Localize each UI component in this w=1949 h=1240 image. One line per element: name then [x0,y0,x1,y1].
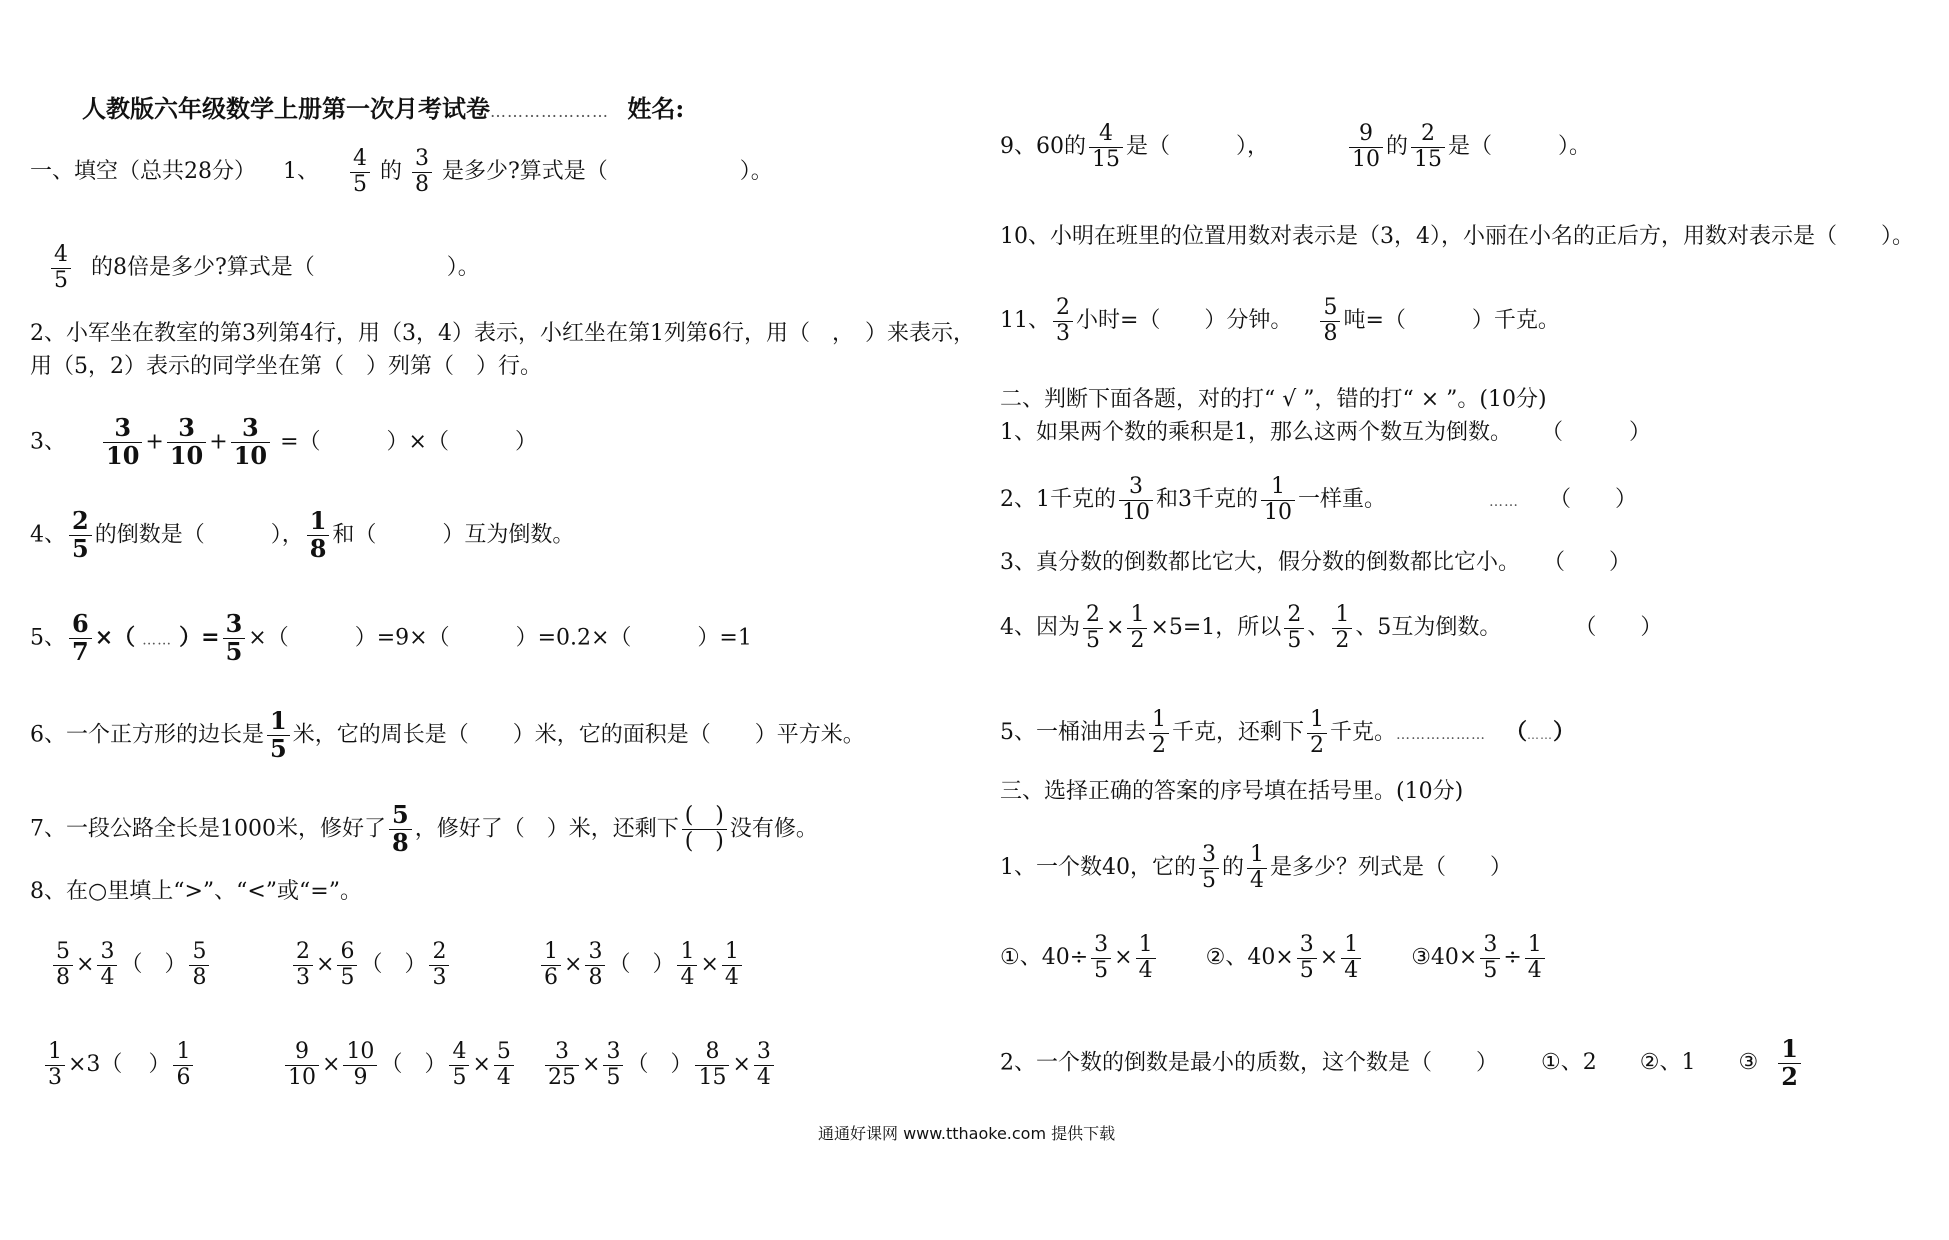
q5-text: ×（ [94,624,136,651]
text-span: 千克。 [1330,720,1397,746]
judge-item-4: 4、因为 $\frac{2}{5}$ × $\frac{1}{2}$ ×5=1，所以 $\frac{2}{5}$ 、 $\frac{1}{2}$ 、5互为倒数。 （ ） [1000,602,1663,653]
fraction-part: 6 [69,611,92,639]
fraction-part: 3 [1091,933,1111,959]
q7-text: 没有修。 [729,816,818,842]
fraction-part: 25 [548,1064,576,1090]
fraction-part: 4 [1250,867,1265,893]
q3-number: 3、 [30,429,66,455]
compare-item [290,940,452,990]
q9-text: 是（ ）。 [1448,134,1592,160]
fraction-part: ( ) [682,804,727,830]
option-2: ②、40× [1205,945,1294,971]
compare-item [542,1040,777,1090]
text-span: 2、一个数的倒数是最小的质数，这个数是（ ） [1000,1050,1498,1076]
fraction-part: 10 [343,1040,377,1066]
fraction-part: 8 [192,964,207,990]
fraction [677,940,697,990]
judge-item-3 [1000,552,1631,574]
fraction-part: 5 [606,1064,621,1090]
fraction-part: 3 [585,940,605,966]
q10-text: 10、小明在班里的位置用数对表示是（3，4），小丽在小名的正后方，用数对表示是（ ）。 [1000,224,1914,249]
fraction [585,940,605,990]
text-span: ÷ [1503,945,1522,971]
judge-item-2 [1000,475,1637,525]
fraction-part: 3 [1297,933,1317,959]
fraction-part: 3 [1056,320,1070,346]
q11-text: 吨=（ ）千克。 [1343,308,1560,334]
q5-text: ×（ ）=9×（ ）=0.2×（ ）=1 [248,625,752,651]
fraction-part: 3 [223,611,246,639]
fraction [1149,708,1169,758]
text-span: × [1319,945,1339,971]
q5-row [30,611,752,666]
fraction [754,1040,774,1090]
fraction-part: 8 [309,533,327,563]
compare-blank: （ ） [120,952,187,978]
q1-number: 1、 [283,159,319,185]
answer-blank: （ ） [1552,420,1652,445]
fraction [1297,933,1317,983]
fraction [1341,933,1361,983]
fraction [412,147,432,197]
fraction-part: ( ) [684,828,724,854]
text-span: 4、因为 [1000,615,1080,641]
q8-heading: 8、在○里填上“>”、“<”或“=”。 [30,879,362,904]
fraction [603,1040,623,1090]
compare-blank: （ ） [608,952,675,978]
fraction-part: 9 [1349,122,1383,148]
fraction-part: 5 [1287,627,1302,653]
text-span: ……………… [1396,727,1487,744]
title-dots: ………………… [490,102,609,121]
fraction [1089,122,1123,172]
fraction-part: 4 [496,1064,511,1090]
fraction [1411,122,1445,172]
fraction [541,940,561,990]
choice-item-1 [1000,843,1512,893]
fraction-part: 1 [1307,708,1327,734]
fraction-part: 8 [392,827,409,857]
fraction-part: 3 [231,415,270,443]
fraction-part: 3 [103,415,142,443]
fraction-part: 5 [389,802,412,830]
fraction-part: 3 [1480,933,1500,959]
q4-number: 4、 [30,522,66,548]
fraction-part: 1 [1341,933,1361,959]
text-span: ×3（ [68,1052,123,1078]
fraction [69,508,92,563]
fraction [722,940,742,990]
q7-text: ，修好了（ ）米，还剩下 [414,816,679,842]
fraction [189,940,209,990]
choice-item-2 [1000,1036,1804,1091]
fraction-part: 3 [97,940,117,966]
fraction-part: 1 [541,940,561,966]
fraction [1261,475,1295,525]
fraction-part: 1 [677,940,697,966]
q6-row [30,708,865,763]
fraction [1525,933,1545,983]
q1-question: 是多少?算式是（ ）。 [442,159,773,185]
option-2: ②、1 [1639,1050,1696,1076]
fraction-part: 5 [340,964,355,990]
option-1: ①、40÷ [1000,945,1089,971]
section1-heading: 一、填空（总共28分） [30,159,256,185]
fraction-part: 7 [72,636,89,666]
fraction-part: 4 [1527,957,1542,983]
fill-in-section [30,147,773,197]
fraction-part: 3 [167,415,206,443]
fraction-part: 1 [307,508,330,536]
text-span: 1、如果两个数的乘积是1，那么这两个数互为倒数。 [1000,420,1512,445]
q4-text: 的倒数是（ ）， [94,522,304,548]
fraction [389,802,412,857]
answer-blank: （ ） [1554,550,1632,575]
exam-title-row [82,94,685,123]
fraction [337,940,357,990]
fraction-part: 1 [1127,603,1147,629]
page-footer: 通通好课网 www.tthaoke.com 提供下载 [818,1124,1116,1143]
text-span: 千克，还剩下 [1172,720,1305,746]
fraction-part: 4 [724,964,739,990]
fraction-part: 3 [545,1040,579,1066]
fraction-part: 10 [106,440,140,470]
q1b-question: 的8倍是多少?算式是（ ）。 [91,255,480,281]
text-span: 一样重。 [1298,487,1387,513]
fraction-part: 15 [1414,146,1443,172]
fraction-part: 5 [189,940,209,966]
text-span: ） [148,1052,171,1078]
fraction [1083,603,1103,653]
q5-text: ）= [179,624,220,651]
q5-number: 5、 [30,625,66,651]
fraction-part: 8 [56,964,70,990]
fraction-part: 4 [756,1064,771,1090]
exam-title: 人教版六年级数学上册第一次月考试卷 [82,94,490,123]
fraction-part: 4 [680,964,695,990]
judge-item-1 [1000,422,1651,444]
fraction [695,1040,729,1090]
q3-row: 3、 $\frac{3}{10}$ + $\frac{3}{10}$ + $\frac{3}{10}$ =（ ）×（ ） [30,413,537,470]
fraction-part: 2 [1083,603,1103,629]
fraction-part: 6 [544,964,558,990]
text-span: 和3千克的 [1156,487,1258,513]
q9-text: 是（ ）， [1126,134,1270,160]
q1b-row [48,243,480,293]
fraction [1332,603,1352,653]
q4-row [30,508,574,563]
choice-options-1 [1000,933,1548,983]
q2-line2: 用（5，2）表示的同学坐在第（ ）列第（ ）行。 [30,354,542,379]
fraction-part: 2 [1310,732,1325,758]
fraction-part: 9 [285,1040,319,1066]
fraction-part: 1 [1261,475,1295,501]
fraction-part: 4 [51,243,71,269]
fraction-part: 8 [1323,320,1338,346]
text-span: × [564,952,583,978]
fraction-part: 10 [1264,499,1292,525]
q11-number: 11、 [1000,308,1050,334]
fraction [293,940,313,990]
text-span: × [700,952,719,978]
q5-dots: …… [142,632,173,649]
fraction-part: 1 [1149,708,1169,734]
fraction-part: 10 [233,440,268,470]
name-label: 姓名: [627,94,685,123]
fraction [494,1040,514,1090]
fraction-part: 2 [1335,627,1350,653]
fraction [1284,603,1304,653]
fraction-part: 10 [1352,146,1381,172]
answer-blank: （ ） [1549,487,1638,513]
fraction-part: 10 [288,1064,316,1090]
compare-item [538,940,745,990]
fraction-part: 2 [1411,122,1445,148]
text-span: × [1114,945,1133,971]
text-span: ） [1553,719,1576,746]
fraction-part: 8 [695,1040,729,1066]
blank-fraction [682,804,727,854]
judge-item-5 [1000,708,1575,758]
fraction [103,415,142,470]
fraction [343,1040,377,1090]
fraction-part: 3 [432,964,447,990]
fraction [307,508,330,563]
text-span: 2、1千克的 [1000,487,1116,513]
fraction-part: 4 [1344,957,1359,983]
fraction-part: 6 [176,1064,191,1090]
fraction [1320,296,1340,346]
fraction-part: 3 [754,1040,774,1066]
fraction [1199,843,1219,893]
compare-blank: （ ） [626,1052,693,1078]
fraction-part: 5 [1202,867,1216,893]
fraction-part: 3 [603,1040,623,1066]
fraction-part: 5 [54,267,68,293]
fraction [350,147,370,197]
fraction [545,1040,579,1090]
fraction [167,415,206,470]
fraction-part: 2 [1130,627,1145,653]
section3-heading: 三、选择正确的答案的序号填在括号里。(10分) [1000,779,1464,804]
fraction-part: 4 [350,147,370,173]
fraction-part: 15 [698,1064,727,1090]
fraction-part: 8 [415,171,430,197]
fraction-part: 2 [293,940,313,966]
text-span: × [472,1052,491,1078]
fraction-part: 5 [1086,627,1100,653]
fraction [1136,933,1156,983]
fraction-part: 1 [1778,1036,1801,1064]
fraction-part: 5 [53,940,73,966]
text-span: × [732,1052,751,1078]
fraction [69,611,92,666]
fraction-part: 3 [296,964,310,990]
fraction-part: 5 [494,1040,514,1066]
fraction-part: 5 [353,171,367,197]
text-span: 5、一桶油用去 [1000,720,1146,746]
fraction-part: 1 [45,1040,65,1066]
fraction-part: 8 [588,964,603,990]
text-span: × [1106,615,1125,641]
fraction-part: 5 [225,636,243,666]
fraction [1349,122,1383,172]
compare-blank: （ ） [380,1052,447,1078]
fraction-part: 2 [1152,732,1166,758]
fraction-part: 1 [722,940,742,966]
fraction-part: 1 [173,1040,193,1066]
text-span: × [316,952,335,978]
fraction-part: 15 [1092,146,1120,172]
section2-heading: 二、判断下面各题，对的打“ √ ”，错的打“ × ”。(10分) [1000,387,1547,412]
fraction [1307,708,1327,758]
fraction-part: 1 [267,708,290,736]
compare-item [50,940,212,990]
fraction [1480,933,1500,983]
fraction-part: 5 [452,1064,467,1090]
fraction-part: 4 [1089,122,1123,148]
text-span: × [582,1052,601,1078]
text-span: 1、一个数40，它的 [1000,855,1196,881]
compare-item [282,1040,517,1090]
fraction-part: 4 [1138,957,1153,983]
fraction [1247,843,1267,893]
fraction [267,708,290,763]
fraction-part: 9 [353,1064,368,1090]
compare-item [42,1040,196,1090]
fraction-part: 1 [1247,843,1267,869]
fraction-part: 3 [412,147,432,173]
fraction [429,940,449,990]
text-span: ×5=1，所以 [1150,615,1282,641]
fraction [1119,475,1153,525]
fraction-part: 1 [1136,933,1156,959]
option-3: ③40× [1411,945,1478,971]
q7-row [30,802,818,857]
fraction [285,1040,319,1090]
fraction [449,1040,469,1090]
text-span: 是多少？列式是（ ） [1270,855,1513,881]
fraction-part: 4 [449,1040,469,1066]
fraction-part: 5 [72,533,89,563]
fraction-part: 5 [1320,296,1340,322]
fraction-part: 10 [1122,499,1150,525]
fraction [223,611,246,666]
fraction-part: 1 [1332,603,1352,629]
q1-text: 的 [380,159,403,185]
q11-text: 小时=（ ）分钟。 [1076,308,1293,334]
q6-text: 米，它的周长是（ ）米，它的面积是（ ）平方米。 [292,722,865,748]
text-span: …… [1489,494,1520,511]
text-span: × [76,952,95,978]
compare-blank: （ ） [360,952,427,978]
option-1: ①、2 [1541,1050,1597,1076]
q4-text: 和（ ）互为倒数。 [332,522,575,548]
q2-line1: 2、小军坐在教室的第3列第4行，用（3，4）表示，小红坐在第1列第6行，用（ ， ）来表示， [30,321,975,346]
q9-row [1000,122,1591,172]
text-span: …… [1527,728,1554,743]
fraction-part: 10 [169,440,204,470]
fraction [173,1040,193,1090]
fraction-part: 3 [1119,475,1153,501]
fraction-part: 2 [1781,1061,1798,1091]
answer-blank: （ ） [1574,615,1663,641]
fraction-part: 6 [337,940,357,966]
fraction [45,1040,65,1090]
fraction-part: 5 [1483,957,1498,983]
fraction [1778,1036,1801,1091]
text-span: 、5互为倒数。 [1355,615,1502,641]
fraction-part: 3 [1199,843,1219,869]
text-span: 3、真分数的倒数都比它大，假分数的倒数都比它小。 [1000,550,1520,575]
q11-row [1000,296,1560,346]
text-span: （ [1505,719,1528,746]
fraction [51,243,71,293]
fraction [231,415,270,470]
fraction-part: 2 [1053,296,1073,322]
q6-text: 6、一个正方形的边长是 [30,722,264,748]
fraction-part: 5 [1299,957,1314,983]
option-3: ③ [1738,1050,1759,1076]
text-span: × [322,1052,341,1078]
fraction-part: 5 [1094,957,1109,983]
fraction [97,940,117,990]
fraction [1053,296,1073,346]
fraction-part: 2 [1284,603,1304,629]
fraction [53,940,73,990]
q3-answer: =（ ）×（ ） [280,429,537,455]
fraction-part: 2 [429,940,449,966]
text-span: 的 [1222,855,1245,881]
fraction-part: 3 [48,1064,62,1090]
fraction-part: 1 [1525,933,1545,959]
q9-text: 9、60的 [1000,134,1086,160]
fraction-part: 4 [100,964,115,990]
fraction [1127,603,1147,653]
q7-text: 7、一段公路全长是1000米，修好了 [30,816,386,842]
fraction-part: 5 [270,733,287,763]
q9-text: 的 [1386,134,1409,160]
fraction-part: 2 [69,508,92,536]
fraction [1091,933,1111,983]
